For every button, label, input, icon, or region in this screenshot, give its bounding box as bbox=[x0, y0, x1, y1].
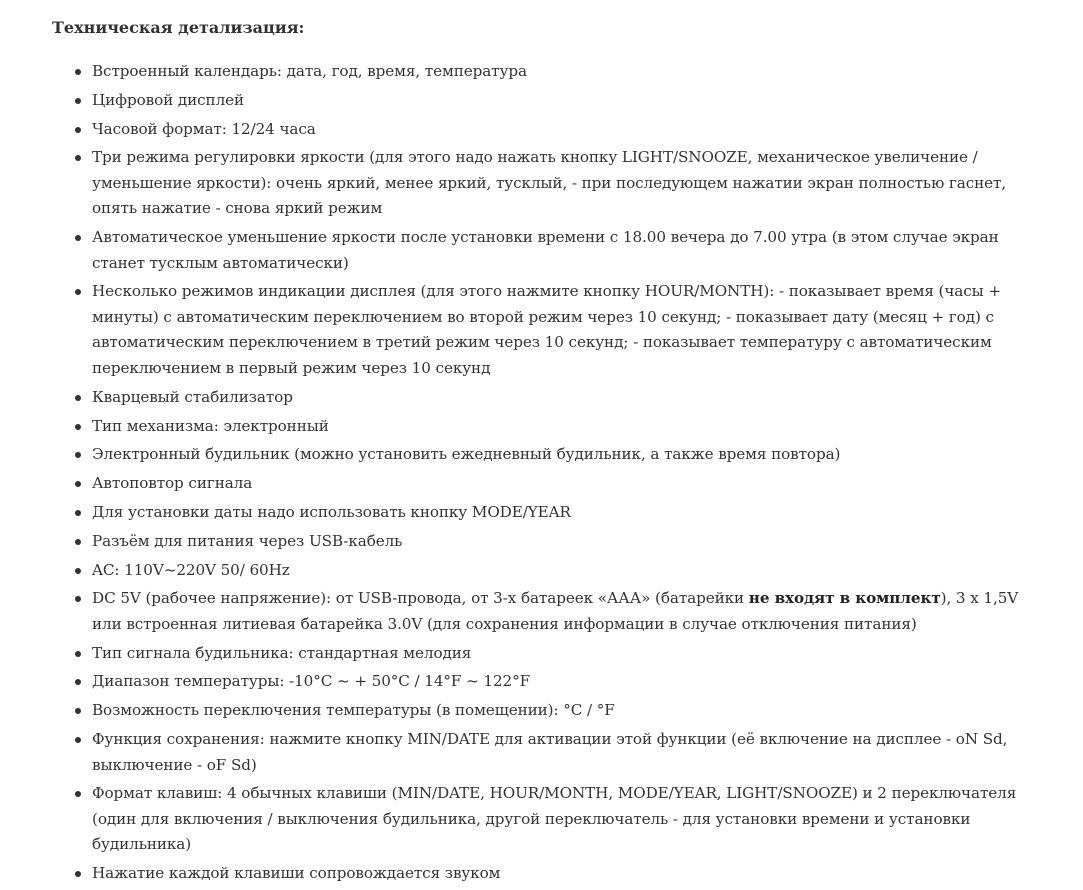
item-text: Тип механизма: электронный bbox=[92, 416, 329, 435]
item-text: Автоматическое уменьшение яркости после установки времени с 18.00 вечера до 7.00 утра (в этом случае экран станет тусклым автоматически) bbox=[92, 228, 999, 272]
section-heading: Техническая детализация: bbox=[52, 18, 305, 37]
item-text-before: DC 5V (рабочее напряжение): от USB-провода, от 3-х батареек «ААА» (батарейки bbox=[92, 589, 749, 608]
list-item bbox=[52, 59, 1052, 85]
item-text: Часовой формат: 12/24 часа bbox=[92, 119, 316, 138]
list-item bbox=[52, 558, 1052, 584]
list-item bbox=[52, 641, 1052, 667]
list-item bbox=[52, 698, 1052, 724]
list-item bbox=[52, 442, 1052, 468]
list-item bbox=[52, 279, 1052, 381]
spec-list bbox=[52, 59, 1052, 887]
list-item bbox=[52, 471, 1052, 497]
item-text: Электронный будильник (можно установить ежедневный будильник, а также время повтора) bbox=[92, 445, 841, 464]
item-text: Функция сохранения: нажмите кнопку MIN/DATE для активации этой функции (её включение на дисплее - oN Sd, выключение - oF Sd) bbox=[92, 730, 1008, 774]
item-text: Цифровой дисплей bbox=[92, 90, 245, 109]
item-text: Кварцевый стабилизатор bbox=[92, 387, 293, 406]
list-item bbox=[52, 586, 1052, 637]
list-item bbox=[52, 861, 1052, 887]
item-text: Формат клавиш: 4 обычных клавиши (MIN/DATE, HOUR/MONTH, MODE/YEAR, LIGHT/SNOOZE) и 2 переключателя (один для включения / выключения будильника, другой переключатель - для установки времени и установки будильника) bbox=[92, 784, 1017, 854]
list-item bbox=[52, 781, 1052, 858]
list-item bbox=[52, 414, 1052, 440]
item-text: Автоповтор сигнала bbox=[92, 474, 253, 493]
list-item bbox=[52, 669, 1052, 695]
item-text: AC: 110V~220V 50/ 60Hz bbox=[92, 560, 290, 579]
list-item bbox=[52, 225, 1052, 276]
list-item bbox=[52, 727, 1052, 778]
item-text: Нажатие каждой клавиши сопровождается звуком bbox=[92, 864, 501, 883]
item-text: Для установки даты надо использовать кнопку MODE/YEAR bbox=[92, 502, 571, 521]
list-item bbox=[52, 500, 1052, 526]
list-item bbox=[52, 529, 1052, 555]
tech-details-section bbox=[52, 17, 1052, 890]
list-item bbox=[52, 117, 1052, 143]
item-text: Тип сигнала будильника: стандартная мелодия bbox=[92, 643, 472, 662]
list-item bbox=[52, 145, 1052, 222]
item-text: Три режима регулировки яркости (для этого надо нажать кнопку LIGHT/SNOOZE, механическое увеличение / уменьшение яркости): очень яркий, менее яркий, тусклый, - при последующем нажатии экран полностью гаснет, опять нажатие - снова яркий режим bbox=[92, 148, 1007, 218]
item-text: Возможность переключения температуры (в помещении): °C / °F bbox=[92, 701, 615, 720]
item-text-after: ), 3 х 1,5V или встроенная литиевая батарейка 3.0V (для сохранения информации в случае отключения питания) bbox=[92, 589, 1019, 633]
item-text: Диапазон температуры: -10°C ~ + 50°C / 14°F ~ 122°F bbox=[92, 672, 531, 691]
item-text-bold: не входят в комплект bbox=[748, 589, 941, 608]
list-item bbox=[52, 88, 1052, 114]
item-text: Разъём для питания через USB-кабель bbox=[92, 531, 403, 550]
list-item bbox=[52, 385, 1052, 411]
item-text: Встроенный календарь: дата, год, время, температура bbox=[92, 62, 527, 80]
item-text: Несколько режимов индикации дисплея (для этого нажмите кнопку HOUR/MONTH): - показывает время (часы + минуты) с автоматическим переключением во второй режим через 10 секунд; - показывает дату (месяц + год) с автоматическим переключением в третий режим через 10 секунд; - показывает температуру с автоматическим переключением в первый режим через 10 секунд bbox=[92, 282, 1001, 377]
